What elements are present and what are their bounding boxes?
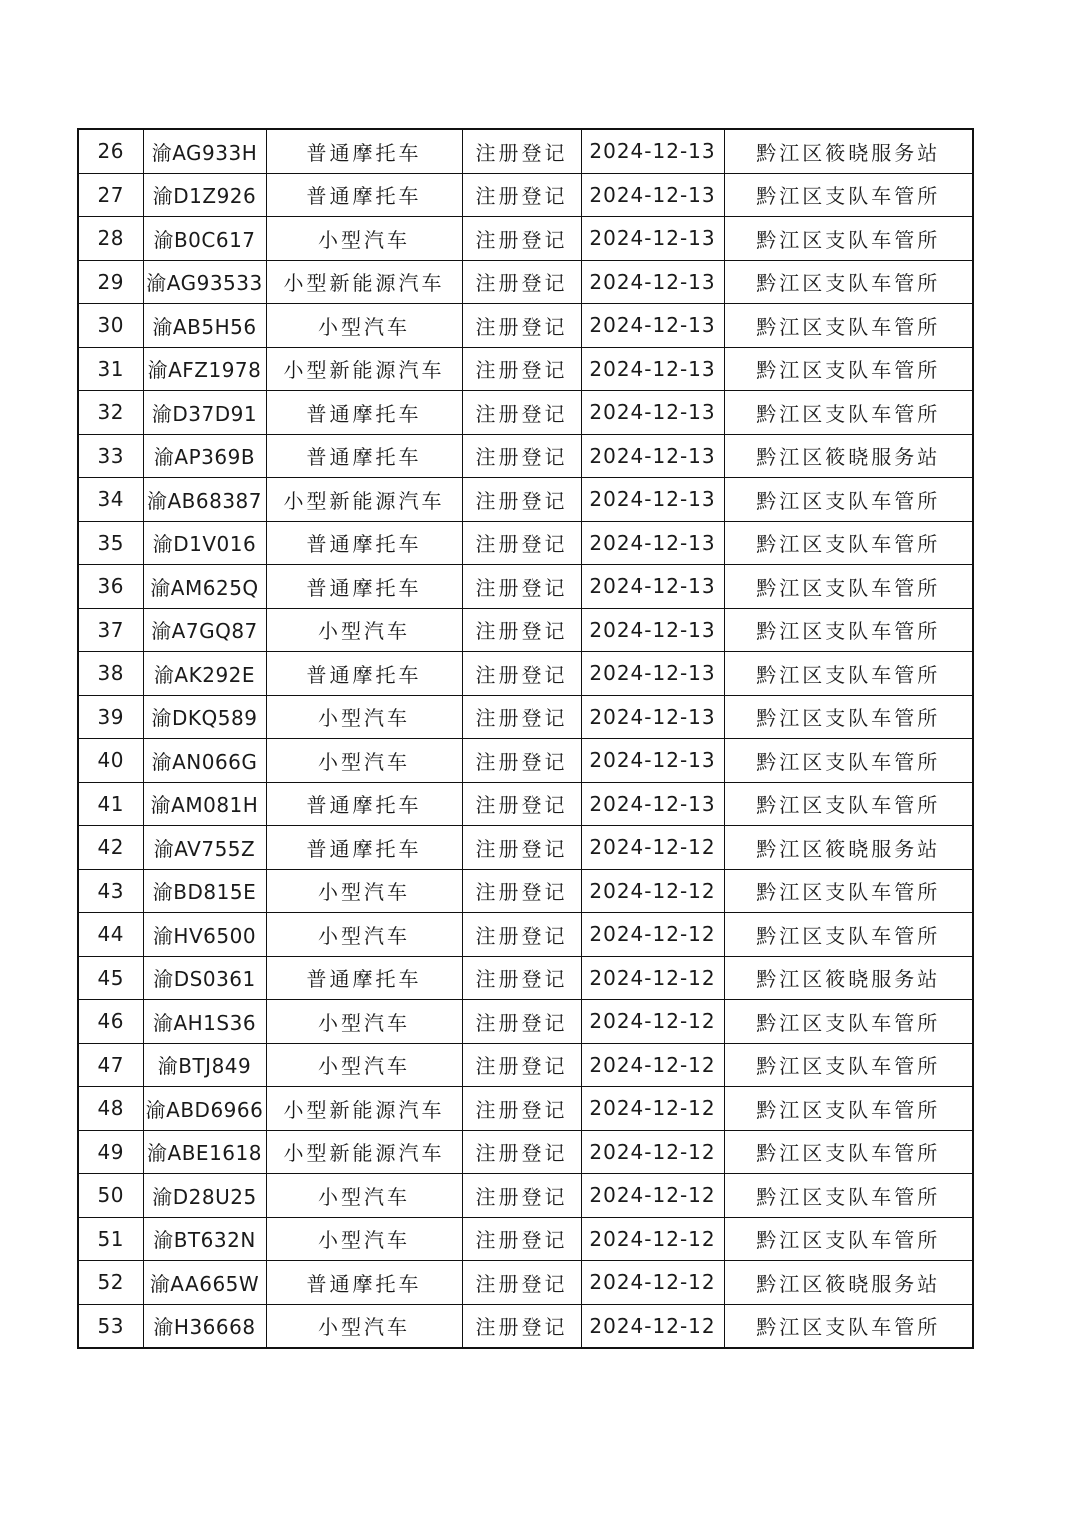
- service-office-cell: 黔江区筱晓服务站: [724, 1261, 973, 1305]
- table-row: [78, 869, 973, 913]
- table-row: [78, 478, 973, 522]
- table-row: [78, 608, 973, 652]
- row-number-cell: 35: [78, 521, 143, 565]
- vehicle-type-cell: 普通摩托车: [266, 565, 462, 609]
- plate-number-cell: 渝H36668: [143, 1304, 266, 1348]
- service-office-cell: 黔江区支队车管所: [724, 391, 973, 435]
- registration-date-cell: 2024-12-13: [581, 434, 724, 478]
- registration-date-cell: 2024-12-12: [581, 826, 724, 870]
- business-type-cell: 注册登记: [462, 260, 581, 304]
- registration-date-cell: 2024-12-13: [581, 260, 724, 304]
- plate-number-cell: 渝AB5H56: [143, 304, 266, 348]
- table-row: [78, 826, 973, 870]
- table-row: [78, 173, 973, 217]
- vehicle-type-cell: 小型汽车: [266, 1174, 462, 1218]
- table-body: [78, 129, 973, 1348]
- row-number-cell: 43: [78, 869, 143, 913]
- service-office-cell: 黔江区支队车管所: [724, 1043, 973, 1087]
- business-type-cell: 注册登记: [462, 1130, 581, 1174]
- vehicle-type-cell: 小型新能源汽车: [266, 1130, 462, 1174]
- registration-date-cell: 2024-12-12: [581, 1304, 724, 1348]
- table-row: [78, 782, 973, 826]
- service-office-cell: 黔江区支队车管所: [724, 521, 973, 565]
- business-type-cell: 注册登记: [462, 391, 581, 435]
- plate-number-cell: 渝AV755Z: [143, 826, 266, 870]
- business-type-cell: 注册登记: [462, 1043, 581, 1087]
- vehicle-registration-table: [77, 128, 974, 1349]
- business-type-cell: 注册登记: [462, 869, 581, 913]
- row-number-cell: 27: [78, 173, 143, 217]
- row-number-cell: 38: [78, 652, 143, 696]
- business-type-cell: 注册登记: [462, 173, 581, 217]
- plate-number-cell: 渝BT632N: [143, 1217, 266, 1261]
- business-type-cell: 注册登记: [462, 304, 581, 348]
- service-office-cell: 黔江区支队车管所: [724, 869, 973, 913]
- plate-number-cell: 渝AP369B: [143, 434, 266, 478]
- plate-number-cell: 渝AG93533: [143, 260, 266, 304]
- registration-date-cell: 2024-12-13: [581, 129, 724, 173]
- service-office-cell: 黔江区筱晓服务站: [724, 826, 973, 870]
- business-type-cell: 注册登记: [462, 521, 581, 565]
- row-number-cell: 30: [78, 304, 143, 348]
- vehicle-type-cell: 普通摩托车: [266, 129, 462, 173]
- plate-number-cell: 渝AH1S36: [143, 1000, 266, 1044]
- business-type-cell: 注册登记: [462, 608, 581, 652]
- registration-date-cell: 2024-12-13: [581, 347, 724, 391]
- table-row: [78, 521, 973, 565]
- registration-date-cell: 2024-12-13: [581, 739, 724, 783]
- registration-date-cell: 2024-12-13: [581, 695, 724, 739]
- table-row: [78, 1087, 973, 1131]
- plate-number-cell: 渝AG933H: [143, 129, 266, 173]
- vehicle-type-cell: 小型汽车: [266, 1043, 462, 1087]
- plate-number-cell: 渝AM625Q: [143, 565, 266, 609]
- table-row: [78, 956, 973, 1000]
- vehicle-type-cell: 小型汽车: [266, 739, 462, 783]
- registration-date-cell: 2024-12-12: [581, 1043, 724, 1087]
- row-number-cell: 40: [78, 739, 143, 783]
- business-type-cell: 注册登记: [462, 1261, 581, 1305]
- row-number-cell: 53: [78, 1304, 143, 1348]
- vehicle-type-cell: 小型汽车: [266, 1000, 462, 1044]
- business-type-cell: 注册登记: [462, 913, 581, 957]
- row-number-cell: 26: [78, 129, 143, 173]
- plate-number-cell: 渝AFZ1978: [143, 347, 266, 391]
- row-number-cell: 31: [78, 347, 143, 391]
- table-row: [78, 1261, 973, 1305]
- service-office-cell: 黔江区支队车管所: [724, 1087, 973, 1131]
- business-type-cell: 注册登记: [462, 1217, 581, 1261]
- business-type-cell: 注册登记: [462, 347, 581, 391]
- plate-number-cell: 渝D1Z926: [143, 173, 266, 217]
- service-office-cell: 黔江区支队车管所: [724, 608, 973, 652]
- vehicle-type-cell: 小型新能源汽车: [266, 478, 462, 522]
- business-type-cell: 注册登记: [462, 1087, 581, 1131]
- plate-number-cell: 渝ABE1618: [143, 1130, 266, 1174]
- service-office-cell: 黔江区支队车管所: [724, 347, 973, 391]
- business-type-cell: 注册登记: [462, 217, 581, 261]
- registration-date-cell: 2024-12-12: [581, 1261, 724, 1305]
- row-number-cell: 46: [78, 1000, 143, 1044]
- business-type-cell: 注册登记: [462, 782, 581, 826]
- service-office-cell: 黔江区筱晓服务站: [724, 434, 973, 478]
- vehicle-type-cell: 普通摩托车: [266, 434, 462, 478]
- business-type-cell: 注册登记: [462, 1000, 581, 1044]
- row-number-cell: 34: [78, 478, 143, 522]
- service-office-cell: 黔江区支队车管所: [724, 652, 973, 696]
- registration-date-cell: 2024-12-12: [581, 1087, 724, 1131]
- service-office-cell: 黔江区筱晓服务站: [724, 956, 973, 1000]
- vehicle-type-cell: 小型新能源汽车: [266, 1087, 462, 1131]
- business-type-cell: 注册登记: [462, 1304, 581, 1348]
- row-number-cell: 51: [78, 1217, 143, 1261]
- row-number-cell: 52: [78, 1261, 143, 1305]
- service-office-cell: 黔江区支队车管所: [724, 173, 973, 217]
- vehicle-type-cell: 小型汽车: [266, 1304, 462, 1348]
- vehicle-type-cell: 小型汽车: [266, 608, 462, 652]
- registration-date-cell: 2024-12-13: [581, 217, 724, 261]
- row-number-cell: 28: [78, 217, 143, 261]
- plate-number-cell: 渝ABD6966: [143, 1087, 266, 1131]
- table-row: [78, 434, 973, 478]
- vehicle-type-cell: 小型汽车: [266, 869, 462, 913]
- business-type-cell: 注册登记: [462, 1174, 581, 1218]
- row-number-cell: 44: [78, 913, 143, 957]
- plate-number-cell: 渝D37D91: [143, 391, 266, 435]
- registration-date-cell: 2024-12-13: [581, 304, 724, 348]
- service-office-cell: 黔江区支队车管所: [724, 1304, 973, 1348]
- vehicle-type-cell: 小型汽车: [266, 217, 462, 261]
- registration-date-cell: 2024-12-13: [581, 652, 724, 696]
- table-row: [78, 260, 973, 304]
- plate-number-cell: 渝HV6500: [143, 913, 266, 957]
- business-type-cell: 注册登记: [462, 652, 581, 696]
- registration-date-cell: 2024-12-12: [581, 1130, 724, 1174]
- row-number-cell: 49: [78, 1130, 143, 1174]
- registration-date-cell: 2024-12-13: [581, 565, 724, 609]
- service-office-cell: 黔江区支队车管所: [724, 1217, 973, 1261]
- vehicle-type-cell: 小型新能源汽车: [266, 347, 462, 391]
- registration-date-cell: 2024-12-12: [581, 1174, 724, 1218]
- registration-date-cell: 2024-12-13: [581, 608, 724, 652]
- service-office-cell: 黔江区支队车管所: [724, 739, 973, 783]
- vehicle-type-cell: 普通摩托车: [266, 1261, 462, 1305]
- table-row: [78, 1000, 973, 1044]
- vehicle-type-cell: 普通摩托车: [266, 173, 462, 217]
- service-office-cell: 黔江区支队车管所: [724, 304, 973, 348]
- row-number-cell: 36: [78, 565, 143, 609]
- business-type-cell: 注册登记: [462, 565, 581, 609]
- registration-date-cell: 2024-12-13: [581, 391, 724, 435]
- table-row: [78, 391, 973, 435]
- table-row: [78, 347, 973, 391]
- vehicle-type-cell: 小型汽车: [266, 695, 462, 739]
- table-row: [78, 652, 973, 696]
- table-row: [78, 695, 973, 739]
- business-type-cell: 注册登记: [462, 129, 581, 173]
- service-office-cell: 黔江区支队车管所: [724, 478, 973, 522]
- business-type-cell: 注册登记: [462, 826, 581, 870]
- registration-date-cell: 2024-12-12: [581, 1000, 724, 1044]
- registration-date-cell: 2024-12-12: [581, 1217, 724, 1261]
- plate-number-cell: 渝DS0361: [143, 956, 266, 1000]
- row-number-cell: 45: [78, 956, 143, 1000]
- vehicle-type-cell: 普通摩托车: [266, 391, 462, 435]
- plate-number-cell: 渝AB68387: [143, 478, 266, 522]
- registration-date-cell: 2024-12-13: [581, 782, 724, 826]
- plate-number-cell: 渝DKQ589: [143, 695, 266, 739]
- registration-date-cell: 2024-12-12: [581, 869, 724, 913]
- vehicle-type-cell: 普通摩托车: [266, 521, 462, 565]
- business-type-cell: 注册登记: [462, 739, 581, 783]
- business-type-cell: 注册登记: [462, 695, 581, 739]
- plate-number-cell: 渝BTJ849: [143, 1043, 266, 1087]
- service-office-cell: 黔江区支队车管所: [724, 782, 973, 826]
- row-number-cell: 33: [78, 434, 143, 478]
- service-office-cell: 黔江区支队车管所: [724, 1000, 973, 1044]
- service-office-cell: 黔江区支队车管所: [724, 913, 973, 957]
- table-row: [78, 1043, 973, 1087]
- row-number-cell: 37: [78, 608, 143, 652]
- table-row: [78, 217, 973, 261]
- table-row: [78, 739, 973, 783]
- vehicle-type-cell: 小型汽车: [266, 304, 462, 348]
- table-row: [78, 565, 973, 609]
- row-number-cell: 41: [78, 782, 143, 826]
- row-number-cell: 29: [78, 260, 143, 304]
- plate-number-cell: 渝D1V016: [143, 521, 266, 565]
- service-office-cell: 黔江区支队车管所: [724, 565, 973, 609]
- service-office-cell: 黔江区支队车管所: [724, 695, 973, 739]
- table-row: [78, 129, 973, 173]
- table-row: [78, 1174, 973, 1218]
- business-type-cell: 注册登记: [462, 956, 581, 1000]
- vehicle-type-cell: 普通摩托车: [266, 826, 462, 870]
- row-number-cell: 39: [78, 695, 143, 739]
- plate-number-cell: 渝AK292E: [143, 652, 266, 696]
- business-type-cell: 注册登记: [462, 434, 581, 478]
- row-number-cell: 48: [78, 1087, 143, 1131]
- vehicle-type-cell: 小型新能源汽车: [266, 260, 462, 304]
- table-row: [78, 913, 973, 957]
- registration-date-cell: 2024-12-12: [581, 913, 724, 957]
- vehicle-type-cell: 小型汽车: [266, 913, 462, 957]
- vehicle-type-cell: 普通摩托车: [266, 652, 462, 696]
- plate-number-cell: 渝BD815E: [143, 869, 266, 913]
- vehicle-type-cell: 小型汽车: [266, 1217, 462, 1261]
- table-row: [78, 1304, 973, 1348]
- vehicle-type-cell: 普通摩托车: [266, 956, 462, 1000]
- plate-number-cell: 渝AM081H: [143, 782, 266, 826]
- row-number-cell: 32: [78, 391, 143, 435]
- plate-number-cell: 渝B0C617: [143, 217, 266, 261]
- table-row: [78, 304, 973, 348]
- row-number-cell: 50: [78, 1174, 143, 1218]
- plate-number-cell: 渝AN066G: [143, 739, 266, 783]
- plate-number-cell: 渝A7GQ87: [143, 608, 266, 652]
- registration-date-cell: 2024-12-13: [581, 521, 724, 565]
- service-office-cell: 黔江区支队车管所: [724, 1174, 973, 1218]
- business-type-cell: 注册登记: [462, 478, 581, 522]
- table-row: [78, 1217, 973, 1261]
- row-number-cell: 47: [78, 1043, 143, 1087]
- service-office-cell: 黔江区支队车管所: [724, 260, 973, 304]
- service-office-cell: 黔江区支队车管所: [724, 1130, 973, 1174]
- table-row: [78, 1130, 973, 1174]
- vehicle-type-cell: 普通摩托车: [266, 782, 462, 826]
- plate-number-cell: 渝AA665W: [143, 1261, 266, 1305]
- registration-date-cell: 2024-12-12: [581, 956, 724, 1000]
- plate-number-cell: 渝D28U25: [143, 1174, 266, 1218]
- row-number-cell: 42: [78, 826, 143, 870]
- registration-date-cell: 2024-12-13: [581, 173, 724, 217]
- service-office-cell: 黔江区筱晓服务站: [724, 129, 973, 173]
- registration-date-cell: 2024-12-13: [581, 478, 724, 522]
- service-office-cell: 黔江区支队车管所: [724, 217, 973, 261]
